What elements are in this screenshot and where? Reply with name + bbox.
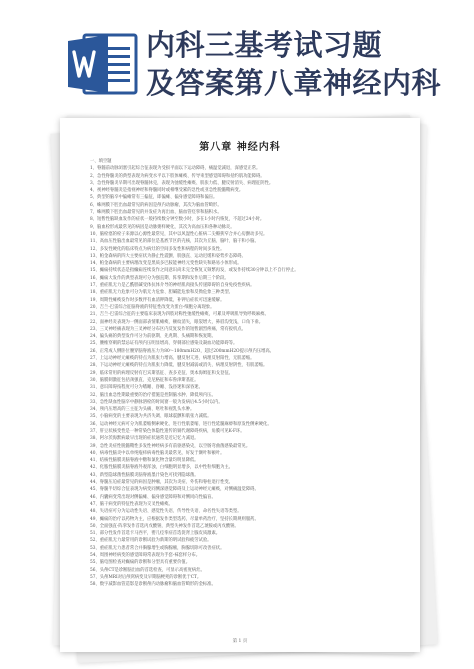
question-line: 21、吉兰-巴雷综合征的主要临床表现为四肢对称性弛缓性瘫痪，可累及呼吸肌导致呼吸麻痹。 bbox=[90, 312, 269, 318]
question-line: 37、肝豆状核变性是一种常染色体隐性遗传的铜代谢障碍疾病，角膜可见K-F环。 bbox=[90, 428, 245, 434]
question-line: 7、蛛网膜下腔出血最常见的并发症为再出血、脑血管痉挛和脑积水。 bbox=[90, 210, 222, 216]
question-line: 52、重症肌无力最常用的诊断试验为新斯的明试验和疲劳试验。 bbox=[90, 538, 212, 544]
title-line-2: 及答案第八章神经内科 bbox=[146, 66, 442, 100]
question-line: 11、高血压性脑出血最常见的部位是基底节区的壳核，其次为丘脑、脑叶、脑干和小脑。 bbox=[90, 239, 259, 245]
question-line: 32、脑出血急性期最重要的治疗措施是控制脑水肿、降低颅内压。 bbox=[90, 392, 216, 398]
question-line: 31、意识障碍按程度可分为嗜睡、昏睡、浅昏迷和深昏迷。 bbox=[90, 385, 203, 391]
question-line: 18、重症肌无力危象可分为肌无力危象、胆碱能危象和反拗危象三种类型。 bbox=[90, 290, 233, 296]
question-line: 29、临床常用的病理反射有巴宾斯基征、查多克征、奥本海姆征和戈登征。 bbox=[90, 370, 233, 376]
section-heading: 一、填空题 bbox=[90, 159, 112, 164]
question-line: 17、重症肌无力是乙酰胆碱受体抗体介导的神经肌肉接头传递障碍的自身免疫性疾病。 bbox=[90, 283, 255, 289]
question-line: 34、颅内压增高的三主征为头痛、呕吐和视乳头水肿。 bbox=[90, 407, 195, 413]
question-line: 5、典型的脑卒中偏瘫常有三偏征，即偏瘫、偏身感觉障碍和偏盲。 bbox=[90, 195, 218, 201]
question-line: 1、脊髓前动脉闭塞引起综合征表现为受损平面以下运动障碍，痛温觉减退，深感觉正常。 bbox=[90, 166, 261, 172]
question-line: 14、帕金森病的主要病理改变是黑质多巴胺能神经元变性缺失和路易小体形成。 bbox=[90, 261, 242, 267]
question-line: 12、多发性硬化的临床特点为病灶的空间多发性和病程的时间多发性。 bbox=[90, 246, 225, 252]
question-list bbox=[90, 158, 390, 589]
question-line: 15、癫痫持续状态是指癫痫连续发作之间意识尚未完全恢复又频繁再发，或发作持续30分钟以上不自行停止。 bbox=[90, 268, 299, 274]
question-line: 8、短暂性脑缺血发作的症状一般持续数分钟至数小时，多在1小时内恢复，不超过24小时。 bbox=[90, 217, 265, 223]
question-line: 33、急性缺血性脑卒中静脉溶栓的时间窗一般为发病后4.5小时以内。 bbox=[90, 399, 223, 405]
title-line-1: 内科三基考试习题 bbox=[146, 28, 383, 62]
question-line: 48、失语症可分为运动性失语、感觉性失语、传导性失语、命名性失语等类型。 bbox=[90, 509, 242, 515]
question-line: 30、脑膜刺激征包括颈强直、克尼格征和布鲁津斯基征。 bbox=[90, 377, 199, 383]
question-line: 38、阿尔茨海默病最早出现的症状通常是近记忆力减退。 bbox=[90, 436, 199, 442]
question-line: 16、癫痫大发作的典型表现可分为强直期、阵挛期和发作后期三个阶段。 bbox=[90, 275, 229, 281]
document-page bbox=[60, 118, 420, 652]
question-line: 27、上运动神经元瘫痪的特点为肌张力增高、腱反射亢进、病理反射阳性、无肌萎缩。 bbox=[90, 356, 255, 362]
chapter-title: 第八章 神经内科 bbox=[199, 142, 281, 153]
question-line: 3、急性脊髓炎早期可出现脊髓休克，表现为弛缓性瘫痪、肌张力低、腱反射消失、病理征阴性。 bbox=[90, 180, 274, 186]
question-line: 22、面神经炎表现为一侧面部表情肌瘫痪，额纹消失，眼裂增大，鼻唇沟变浅，口角下垂。 bbox=[90, 319, 264, 325]
question-line: 13、帕金森病的四大主要症状为静止性震颤、肌强直、运动迟缓和姿势步态障碍。 bbox=[90, 253, 246, 259]
question-line: 57、头颅MRI对后颅窝病变及早期脑梗死的诊断优于CT。 bbox=[90, 574, 202, 580]
question-line: 26、正常成人侧卧位腰穿脑脊液压力为80～180mmH2O，超过200mmH2O提示颅内压增高。 bbox=[90, 348, 274, 354]
question-line: 42、化脓性脑膜炎脑脊液外观浑浊，白细胞明显增多，以中性粒细胞为主。 bbox=[90, 465, 233, 471]
word-document-icon bbox=[68, 33, 140, 95]
question-line: 35、小脑病变的主要表现为共济失调、眼球震颤和肌张力减低。 bbox=[90, 414, 212, 420]
question-line: 49、癫痫的治疗以药物为主，应根据发作类型选药，尽量单药治疗，坚持长期规则服药。 bbox=[90, 516, 259, 522]
question-line: 45、脊髓半切综合征表现为病变同侧深感觉障碍及上运动神经元瘫痪，对侧痛温觉障碍。 bbox=[90, 487, 259, 493]
question-line: 58、数字减影血管造影是诊断颅内动脉瘤和脑血管畸形的金标准。 bbox=[90, 582, 216, 588]
question-line: 9、脑血栓形成最常见的病因是动脉粥样硬化，其次为高血压和各种动脉炎。 bbox=[90, 224, 235, 230]
question-line: 2、急性脊髓炎的典型表现为病变水平以下肢体瘫痪、传导束型感觉障碍和括约肌功能障碍。 bbox=[90, 173, 265, 179]
question-line: 19、周期性瘫痪发作时多数伴有血清钾降低，补钾后症状可迅速缓解。 bbox=[90, 297, 225, 303]
question-line: 55、脑电图检查对癫痫的诊断和分型具有重要价值。 bbox=[90, 560, 190, 566]
question-line: 20、吉兰-巴雷综合征脑脊液的特征性改变为蛋白-细胞分离现象。 bbox=[90, 304, 215, 310]
document-title bbox=[146, 26, 466, 102]
question-line: 53、重症肌无力患者常合并胸腺增生或胸腺瘤，胸腺切除可改善症状。 bbox=[90, 545, 225, 551]
question-line: 54、周围神经病变的感觉障碍常表现为手套-袜套样分布。 bbox=[90, 553, 201, 559]
question-line: 50、全面强直-阵挛发作首选丙戊酸钠，典型失神发作首选乙琥胺或丙戊酸钠。 bbox=[90, 523, 239, 529]
question-line: 39、急性炎症性脱髓鞘性多发性神经病多有前驱感染史，以空肠弯曲菌感染最常见。 bbox=[90, 443, 251, 449]
question-line: 28、下运动神经元瘫痪的特点为肌张力降低、腱反射减弱或消失、病理反射阴性、有肌萎缩。 bbox=[90, 363, 268, 369]
question-line: 43、新型隐球菌性脑膜炎脑脊液墨汁染色可找到隐球菌。 bbox=[90, 472, 199, 478]
question-line: 56、头颅CT是诊断脑出血的首选检查，可显示高密度病灶。 bbox=[90, 567, 205, 573]
question-line: 40、病毒性脑炎中以单纯疱疹病毒性脑炎最常见，好发于颞叶和额叶。 bbox=[90, 450, 225, 456]
question-line: 25、腰椎穿刺的禁忌证有颅内压明显增高、穿刺部位感染及凝血功能障碍等。 bbox=[90, 341, 238, 347]
page-header bbox=[0, 0, 474, 110]
question-line: 4、视神经脊髓炎是指视神经和脊髓同时或相继受累的急性或亚急性脱髓鞘病变。 bbox=[90, 188, 244, 194]
question-line: 23、三叉神经痛表现为三叉神经分布区内反复发作的短暂剧烈疼痛，常有扳机点。 bbox=[90, 326, 246, 332]
question-line: 44、脊髓压迫症最常见的病因是肿瘤，其次为炎症、外伤和脊柱退行性变。 bbox=[90, 480, 233, 486]
question-line: 10、脑栓塞的栓子来源以心源性最常见，其中以风湿性心脏病二尖瓣狭窄合并心房颤动多见。 bbox=[90, 231, 268, 237]
question-line: 47、脑干病变的特征性表现为交叉性瘫痪。 bbox=[90, 501, 173, 507]
question-line: 24、偏头痛的典型发作可分为前驱期、先兆期、头痛期和恢复期。 bbox=[90, 334, 216, 340]
page-number: 第 1 页 bbox=[232, 639, 248, 644]
question-line: 36、运动神经元病可分为肌萎缩侧索硬化、进行性肌萎缩、进行性延髓麻痹和原发性侧索硬化。 bbox=[90, 421, 272, 427]
question-line: 51、部分性发作首选卡马西平，婴儿痉挛症首选促肾上腺皮质激素。 bbox=[90, 531, 221, 537]
question-line: 6、蛛网膜下腔出血最常见的病因是颅内动脉瘤，其次为脑血管畸形。 bbox=[90, 202, 222, 208]
question-line: 46、内囊病变常出现对侧偏瘫、偏身感觉障碍和对侧同向性偏盲。 bbox=[90, 494, 216, 500]
question-line: 41、结核性脑膜炎脑脊液中糖和氯化物含量均明显降低。 bbox=[90, 458, 199, 464]
